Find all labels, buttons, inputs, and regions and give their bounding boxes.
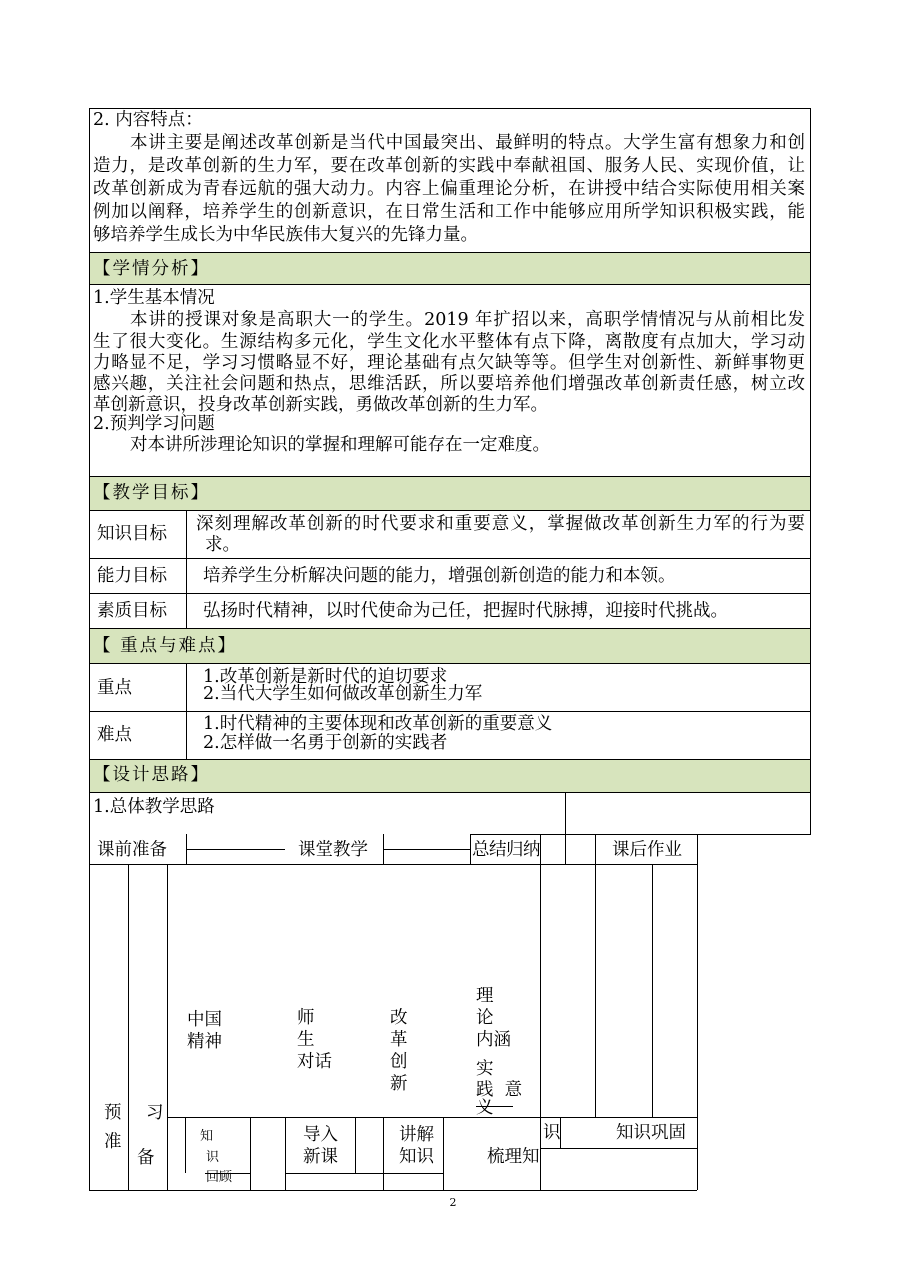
flow-connector-line [383,849,470,850]
step-explain: 讲解 [399,1125,434,1145]
step-explain: 知识 [399,1147,434,1167]
theme-reform: 创 [390,1052,408,1072]
paragraph-line: 例加以阐释，培养学生的创新意识，在日常生活和工作中能够应用所学知识积极实践，能 [93,202,805,222]
difficult-point-item: 1.时代精神的主要体现和改革创新的重要意义 [203,714,553,734]
row-divider [89,663,811,664]
theme-connotation: 理 [476,986,494,1006]
row-divider [89,593,811,594]
theme-chinese-spirit: 中国 [187,1010,222,1030]
page-number: 2 [449,1196,457,1209]
theme-reform: 新 [390,1074,408,1094]
row-divider [89,628,811,629]
step-sort: 识 [543,1123,561,1143]
flow-box-edge [355,1117,356,1173]
flow-cell-divider [470,834,811,835]
theme-dialogue: 生 [297,1030,315,1050]
content-features-heading: 2. 内容特点： [93,110,203,130]
objective-text: 弘扬时代精神，以时代使命为己任，把握时代脉搏，迎接时代挑战。 [203,601,728,621]
section-header-learning-analysis: 【学情分析】 [93,259,210,279]
theme-chinese-spirit: 精神 [187,1032,222,1052]
row-divider [89,759,811,760]
step-review: 识 [206,1150,220,1165]
flow-cell-divider [89,864,697,865]
table-left-border [89,108,90,1191]
theme-connotation: 论 [476,1008,494,1028]
stage-summary: 总结归纳 [472,840,540,860]
difficult-point-item: 2.怎样做一名勇于创新的实践者 [203,733,448,753]
objective-label-quality: 素质目标 [97,601,167,621]
paragraph-line: 感兴趣，关注社会问题和热点，思维活跃，所以要培养他们增强改革创新责任感，树立改 [93,374,805,394]
student-basics-heading: 1.学生基本情况 [93,288,215,308]
key-point-label: 重点 [97,678,132,698]
paragraph-line: 本讲的授课对象是高职大一的学生。2019 年扩招以来，高职学情情况与从前相比发 [130,310,805,330]
objective-text: 培养学生分析解决问题的能力，增强创新创造的能力和本领。 [203,566,676,586]
row-divider [89,558,811,559]
theme-dialogue: 师 [297,1008,315,1028]
paragraph-line: 革创新意识，投身改革创新实践，勇做改革创新的生力军。 [93,395,548,415]
paragraph-line: 够培养学生成长为中华民族伟大复兴的先锋力量。 [93,225,478,245]
flow-cell-divider [128,864,129,1190]
theme-significance: 义 [476,1098,494,1118]
flow-box-edge [383,1117,384,1190]
paragraph-line: 改革创新成为青春远航的强大动力。内容上偏重理论分析，在讲授中结合实际使用相关案 [93,179,805,199]
step-intro: 新课 [303,1147,338,1167]
key-point-item: 1.改革创新是新时代的迫切要求 [203,667,448,687]
learning-problems-heading: 2.预判学习问题 [93,414,215,434]
section-header-design: 【设计思路】 [93,765,210,785]
paragraph-line: 力略显不足，学习习惯略显不好，理论基础有点欠缺等等。但学生对创新性、新鲜事物更 [93,353,805,373]
theme-reform: 改 [390,1008,408,1028]
flow-connector-line [186,849,285,850]
objective-text: 深刻理解改革创新的时代要求和重要意义，掌握做改革创新生力军的行为要 [196,514,805,534]
step-consolidate: 知识巩固 [616,1123,686,1143]
flow-box-edge [443,1117,444,1190]
key-point-item: 2.当代大学生如何做改革创新生力军 [203,684,483,704]
preview-char: 准 [104,1132,122,1152]
flow-cell-divider [540,834,541,1190]
flow-cell-divider [595,834,596,1117]
flow-cell-divider [565,792,566,864]
step-sort: 梳理知 [487,1147,540,1167]
paragraph-line: 造力，是改革创新的生力军，要在改革创新的实践中奉献祖国、服务人民、实现价值，让 [93,156,805,176]
preview-char: 备 [137,1148,155,1168]
objective-label-knowledge: 知识目标 [97,524,167,544]
flow-cell-divider [167,1117,697,1118]
objective-text: 求。 [205,535,240,555]
step-intro: 导入 [303,1125,338,1145]
theme-significance: 践 意 [476,1080,523,1100]
row-divider [89,476,811,477]
row-divider [89,792,811,793]
preview-char: 习 [146,1103,164,1123]
theme-connotation: 内涵 [476,1030,511,1050]
paragraph-line: 本讲主要是阐述改革创新是当代中国最突出、最鲜明的特点。大学生富有想象力和创 [130,133,805,153]
table-right-border [810,108,811,835]
preview-char: 预 [104,1103,122,1123]
stage-homework: 课后作业 [612,840,682,860]
flow-cell-divider [470,834,471,864]
stage-pre-class: 课前准备 [97,840,167,860]
label-column-divider [186,663,187,759]
stage-in-class: 课堂教学 [298,840,368,860]
flow-cell-divider [540,1148,697,1149]
flow-bottom-border [89,1190,697,1191]
paragraph-line: 生了很大变化。生源结构多元化，学生文化水平整体有点下降，离散度有点加大，学习动 [93,332,805,352]
theme-dialogue: 对话 [297,1052,332,1072]
label-column-divider [186,510,187,628]
step-review: 回顾 [206,1170,233,1185]
row-divider [89,711,811,712]
flow-box-edge [250,1117,251,1190]
section-header-teaching-objectives: 【教学目标】 [93,483,210,503]
flow-box-edge [185,1117,186,1173]
theme-reform: 革 [390,1030,408,1050]
step-review: 知 [200,1129,214,1144]
objective-label-ability: 能力目标 [97,566,167,586]
learning-problems-text: 对本讲所涉理论知识的掌握和理解可能存在一定难度。 [130,435,550,455]
row-divider [89,284,811,285]
section-header-key-points: 【 重点与难点】 [93,636,238,656]
flow-box-edge [285,1117,286,1190]
flow-box-edge [285,1173,443,1174]
flow-cell-divider [167,864,168,1190]
theme-significance: 实 [476,1059,494,1079]
row-divider [89,510,811,511]
overall-teaching-heading: 1.总体教学思路 [93,797,215,817]
flow-cell-divider [652,864,653,1117]
row-divider [89,252,811,253]
flow-right-border [697,834,698,1190]
difficult-point-label: 难点 [97,725,132,745]
